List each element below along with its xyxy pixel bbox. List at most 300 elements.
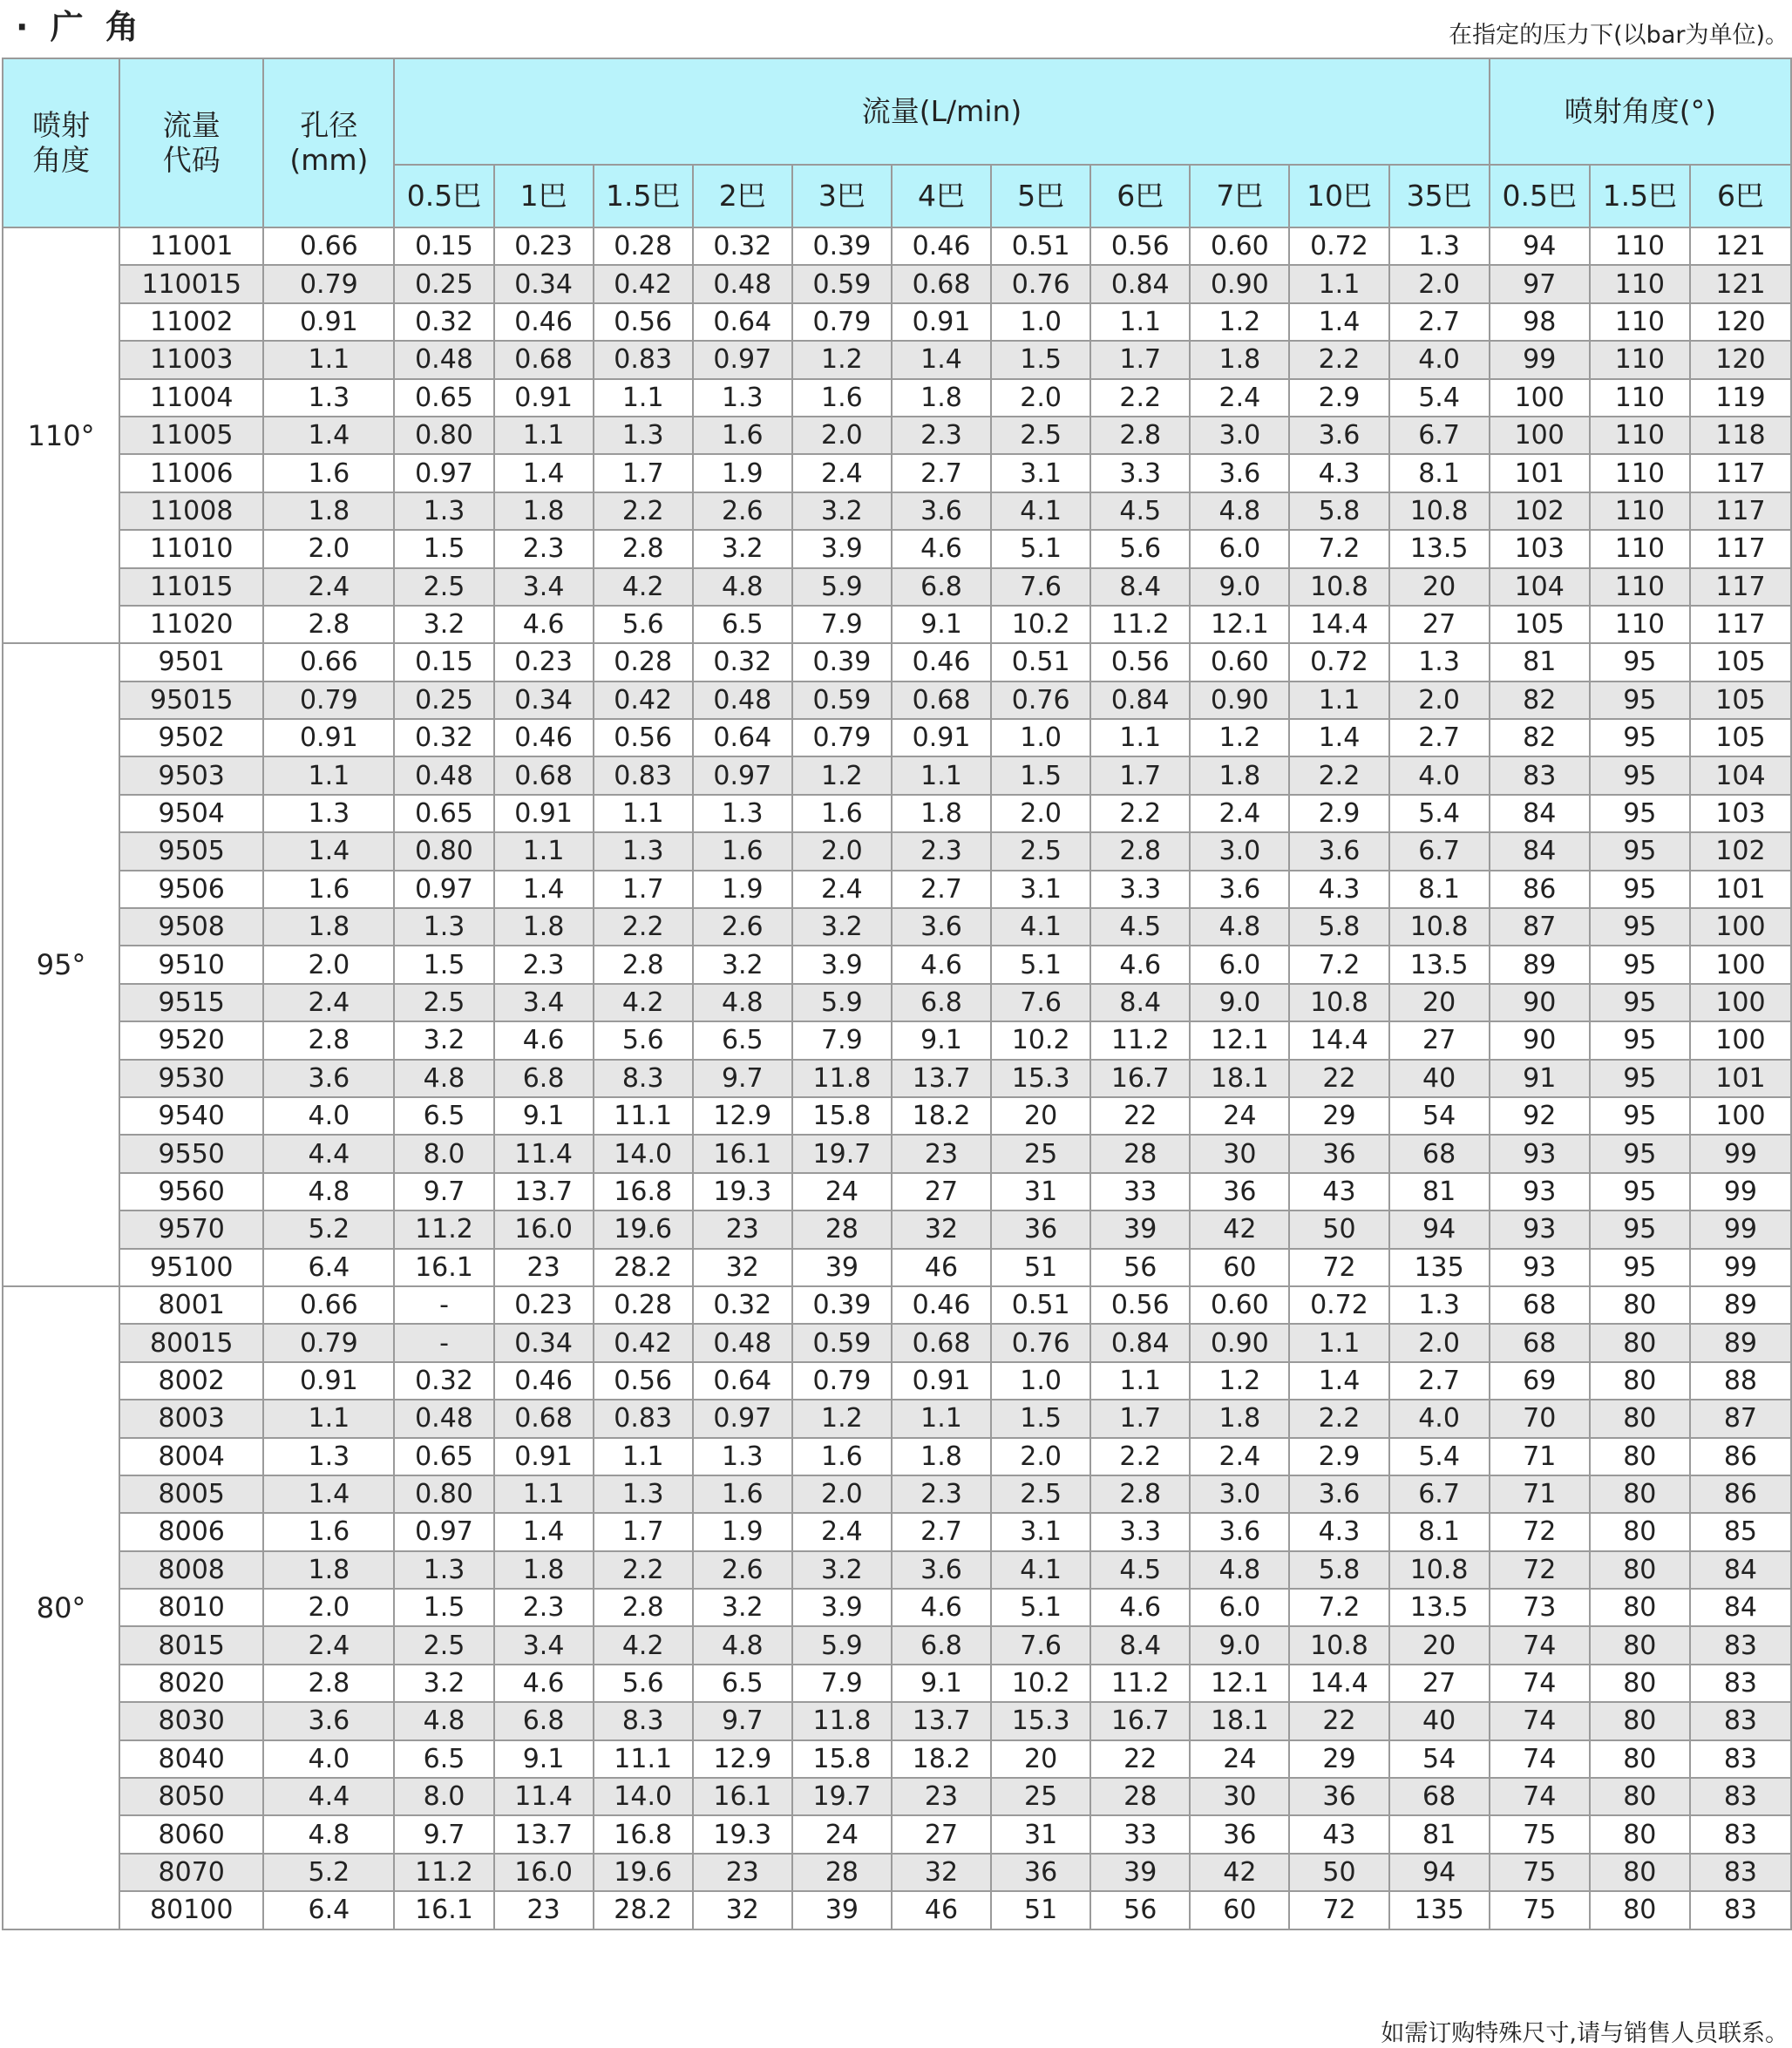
spray-angle-cell: 118 xyxy=(1690,417,1791,454)
orifice-cell: 4.8 xyxy=(263,1173,394,1210)
spray-angle-cell: 101 xyxy=(1690,1060,1791,1097)
flow-code-cell: 8002 xyxy=(119,1362,263,1400)
flow-rate-cell: 51 xyxy=(991,1249,1090,1286)
spray-angle-cell: 83 xyxy=(1490,756,1590,794)
flow-rate-cell: 7.9 xyxy=(792,1021,892,1059)
spray-angle-cell: 80 xyxy=(1590,1513,1690,1550)
table-row xyxy=(3,1626,1791,1664)
flow-rate-cell: 1.7 xyxy=(594,454,693,492)
table-row xyxy=(3,756,1791,794)
flow-rate-cell: 7.6 xyxy=(991,984,1090,1021)
flow-rate-cell: 31 xyxy=(991,1173,1090,1210)
flow-rate-cell: 0.48 xyxy=(693,1324,792,1361)
orifice-cell: 5.2 xyxy=(263,1854,394,1891)
spray-angle-cell: 120 xyxy=(1690,303,1791,341)
flow-rate-cell: 4.5 xyxy=(1090,492,1190,530)
flow-rate-cell: 0.79 xyxy=(792,303,892,341)
spray-angle-cell: 100 xyxy=(1690,946,1791,983)
orifice-cell: 1.8 xyxy=(263,908,394,946)
spray-angle-cell: 83 xyxy=(1690,1626,1791,1664)
flow-rate-cell: 3.3 xyxy=(1090,871,1190,908)
flow-rate-cell: 0.68 xyxy=(892,1324,991,1361)
flow-rate-cell: 135 xyxy=(1389,1891,1490,1929)
flow-rate-cell: 0.60 xyxy=(1190,643,1289,681)
flow-code-cell: 95015 xyxy=(119,682,263,719)
header-flow-pressure: 10巴 xyxy=(1289,165,1388,227)
flow-rate-cell: 0.59 xyxy=(792,682,892,719)
flow-code-cell: 11015 xyxy=(119,568,263,606)
flow-rate-cell: 28 xyxy=(792,1210,892,1248)
flow-rate-cell: 1.3 xyxy=(394,492,493,530)
flow-rate-cell: 4.6 xyxy=(1090,946,1190,983)
flow-code-cell: 95100 xyxy=(119,1249,263,1286)
flow-rate-cell: 3.6 xyxy=(1289,1475,1388,1513)
flow-rate-cell: 56 xyxy=(1090,1249,1190,1286)
flow-rate-cell: 6.8 xyxy=(892,984,991,1021)
orifice-cell: 0.66 xyxy=(263,643,394,681)
flow-rate-cell: 5.1 xyxy=(991,530,1090,567)
flow-code-cell: 9502 xyxy=(119,719,263,756)
spray-angle-cell: 90 xyxy=(1490,984,1590,1021)
flow-rate-cell: 3.6 xyxy=(1190,1513,1289,1550)
table-row xyxy=(3,908,1791,946)
flow-rate-cell: 8.3 xyxy=(594,1060,693,1097)
spray-angle-cell: 94 xyxy=(1490,227,1590,265)
flow-rate-cell: 0.56 xyxy=(1090,1286,1190,1324)
flow-rate-cell: 19.3 xyxy=(693,1173,792,1210)
spray-angle-cell: 93 xyxy=(1490,1173,1590,1210)
table-row xyxy=(3,1362,1791,1400)
flow-code-cell: 9530 xyxy=(119,1060,263,1097)
table-row xyxy=(3,265,1791,302)
flow-rate-cell: 14.4 xyxy=(1289,1665,1388,1702)
flow-rate-cell: 2.8 xyxy=(1090,832,1190,870)
flow-rate-cell: 27 xyxy=(1389,606,1490,643)
flow-rate-cell: 4.1 xyxy=(991,492,1090,530)
table-row xyxy=(3,454,1791,492)
flow-code-cell: 8015 xyxy=(119,1626,263,1664)
flow-rate-cell: 1.1 xyxy=(1289,1324,1388,1361)
flow-code-cell: 9515 xyxy=(119,984,263,1021)
flow-rate-cell: 0.91 xyxy=(892,1362,991,1400)
spray-angle-cell: 82 xyxy=(1490,682,1590,719)
spray-angle-cell: 86 xyxy=(1690,1475,1791,1513)
flow-rate-cell: 0.28 xyxy=(594,227,693,265)
spray-angle-cell: 95 xyxy=(1590,1173,1690,1210)
spray-angle-cell: 100 xyxy=(1490,379,1590,417)
flow-rate-cell: 5.4 xyxy=(1389,1438,1490,1475)
flow-rate-cell: 0.32 xyxy=(394,719,493,756)
flow-rate-cell: 4.2 xyxy=(594,1626,693,1664)
spray-angle-cell: 98 xyxy=(1490,303,1590,341)
flow-rate-cell: 1.7 xyxy=(1090,341,1190,378)
flow-rate-cell: 6.5 xyxy=(394,1740,493,1778)
orifice-cell: 5.2 xyxy=(263,1210,394,1248)
flow-rate-cell: 51 xyxy=(991,1891,1090,1929)
header-angle-pressure: 0.5巴 xyxy=(1490,165,1590,227)
flow-rate-cell: 2.3 xyxy=(494,946,594,983)
flow-code-cell: 9503 xyxy=(119,756,263,794)
flow-rate-cell: 0.15 xyxy=(394,643,493,681)
flow-rate-cell: 1.3 xyxy=(1389,227,1490,265)
spray-angle-cell: 110 xyxy=(1590,417,1690,454)
flow-rate-cell: 1.6 xyxy=(693,417,792,454)
flow-rate-cell: 1.5 xyxy=(991,756,1090,794)
flow-rate-cell: 81 xyxy=(1389,1173,1490,1210)
flow-rate-cell: 0.39 xyxy=(792,643,892,681)
flow-rate-cell: 28 xyxy=(1090,1778,1190,1815)
flow-rate-cell: 0.32 xyxy=(693,643,792,681)
flow-rate-cell: 0.48 xyxy=(394,756,493,794)
flow-rate-cell: 4.8 xyxy=(1190,1551,1289,1589)
spray-angle-cell: 80 xyxy=(1590,1438,1690,1475)
header-flow-pressure: 2巴 xyxy=(693,165,792,227)
spray-angle-cell: 81 xyxy=(1490,643,1590,681)
spray-angle-cell: 95 xyxy=(1590,1135,1690,1172)
flow-rate-cell: 1.3 xyxy=(693,1438,792,1475)
spray-angle-cell: 86 xyxy=(1690,1438,1791,1475)
spray-angle-group-cell: 80° xyxy=(3,1286,119,1929)
flow-rate-cell: 0.72 xyxy=(1289,643,1388,681)
flow-rate-cell: 15.3 xyxy=(991,1702,1090,1739)
flow-code-cell: 8070 xyxy=(119,1854,263,1891)
flow-rate-cell: 72 xyxy=(1289,1249,1388,1286)
flow-rate-cell: 2.2 xyxy=(594,492,693,530)
flow-rate-cell: 23 xyxy=(892,1135,991,1172)
spray-angle-cell: 72 xyxy=(1490,1551,1590,1589)
flow-rate-cell: 27 xyxy=(1389,1665,1490,1702)
flow-rate-cell: 3.3 xyxy=(1090,1513,1190,1550)
flow-rate-cell: 2.5 xyxy=(394,984,493,1021)
flow-rate-cell: 5.8 xyxy=(1289,492,1388,530)
flow-rate-cell: 0.59 xyxy=(792,1324,892,1361)
table-row xyxy=(3,1097,1791,1135)
header-flow-code-text: 流量 代码 xyxy=(162,108,221,177)
flow-rate-cell: 0.34 xyxy=(494,1324,594,1361)
flow-code-cell: 11001 xyxy=(119,227,263,265)
flow-rate-cell: 94 xyxy=(1389,1854,1490,1891)
flow-rate-cell: 2.7 xyxy=(1389,1362,1490,1400)
flow-rate-cell: 20 xyxy=(1389,1626,1490,1664)
flow-rate-cell: 3.1 xyxy=(991,871,1090,908)
orifice-cell: 2.8 xyxy=(263,1021,394,1059)
flow-rate-cell: 0.28 xyxy=(594,643,693,681)
flow-rate-cell: 40 xyxy=(1389,1060,1490,1097)
flow-rate-cell: 39 xyxy=(792,1891,892,1929)
flow-rate-cell: 1.8 xyxy=(892,1438,991,1475)
flow-rate-cell: 0.46 xyxy=(494,719,594,756)
flow-code-cell: 9508 xyxy=(119,908,263,946)
flow-rate-cell: 8.3 xyxy=(594,1702,693,1739)
table-header xyxy=(3,58,1791,227)
spray-angle-cell: 84 xyxy=(1490,795,1590,832)
spray-angle-cell: 80 xyxy=(1590,1286,1690,1324)
flow-rate-cell: 32 xyxy=(892,1854,991,1891)
flow-rate-cell: 2.3 xyxy=(494,1589,594,1626)
flow-rate-cell: 94 xyxy=(1389,1210,1490,1248)
flow-rate-cell: 0.65 xyxy=(394,1438,493,1475)
spray-angle-cell: 110 xyxy=(1590,265,1690,302)
flow-rate-cell: 32 xyxy=(693,1249,792,1286)
flow-rate-cell: 4.3 xyxy=(1289,454,1388,492)
flow-rate-cell: 8.4 xyxy=(1090,984,1190,1021)
orifice-cell: 1.4 xyxy=(263,832,394,870)
flow-rate-cell: 3.2 xyxy=(693,1589,792,1626)
spray-angle-cell: 93 xyxy=(1490,1249,1590,1286)
flow-rate-cell: 0.97 xyxy=(394,454,493,492)
flow-rate-cell: 6.7 xyxy=(1389,417,1490,454)
flow-rate-cell: 0.32 xyxy=(394,303,493,341)
flow-rate-cell: 4.6 xyxy=(1090,1589,1190,1626)
flow-rate-cell: 22 xyxy=(1289,1060,1388,1097)
flow-rate-cell: 2.9 xyxy=(1289,1438,1388,1475)
flow-rate-cell: 4.0 xyxy=(1389,1400,1490,1437)
spray-angle-cell: 80 xyxy=(1590,1778,1690,1815)
flow-rate-cell: 2.7 xyxy=(892,871,991,908)
flow-rate-cell: 0.76 xyxy=(991,1324,1090,1361)
flow-rate-cell: 1.4 xyxy=(1289,719,1388,756)
flow-rate-cell: 12.1 xyxy=(1190,1665,1289,1702)
flow-rate-cell: 10.8 xyxy=(1389,492,1490,530)
flow-rate-cell: 0.28 xyxy=(594,1286,693,1324)
flow-rate-cell: 6.0 xyxy=(1190,530,1289,567)
spray-angle-cell: 80 xyxy=(1590,1400,1690,1437)
table-row xyxy=(3,795,1791,832)
flow-rate-cell: 0.56 xyxy=(594,303,693,341)
orifice-cell: 2.8 xyxy=(263,1665,394,1702)
flow-rate-cell: 0.23 xyxy=(494,227,594,265)
flow-rate-cell: 5.8 xyxy=(1289,908,1388,946)
header-flow-pressure: 5巴 xyxy=(991,165,1090,227)
flow-rate-cell: 0.46 xyxy=(494,1362,594,1400)
flow-rate-cell: 23 xyxy=(494,1249,594,1286)
orifice-cell: 1.6 xyxy=(263,1513,394,1550)
flow-rate-cell: 36 xyxy=(991,1210,1090,1248)
flow-rate-cell: 30 xyxy=(1190,1135,1289,1172)
flow-rate-cell: 7.2 xyxy=(1289,1589,1388,1626)
flow-rate-cell: 4.2 xyxy=(594,568,693,606)
flow-rate-cell: 5.6 xyxy=(594,606,693,643)
flow-rate-cell: 10.8 xyxy=(1389,908,1490,946)
header-orifice-text: 孔径 (mm) xyxy=(289,108,369,177)
flow-rate-cell: 2.7 xyxy=(892,1513,991,1550)
flow-rate-cell: 0.32 xyxy=(693,1286,792,1324)
flow-rate-cell: 5.6 xyxy=(594,1021,693,1059)
flow-rate-cell: 4.6 xyxy=(494,1021,594,1059)
spray-angle-cell: 104 xyxy=(1490,568,1590,606)
spray-angle-cell: 95 xyxy=(1590,946,1690,983)
flow-rate-cell: 0.64 xyxy=(693,303,792,341)
flow-rate-cell: 0.72 xyxy=(1289,1286,1388,1324)
flow-rate-cell: 0.25 xyxy=(394,265,493,302)
orifice-cell: 1.8 xyxy=(263,492,394,530)
spray-angle-cell: 110 xyxy=(1590,227,1690,265)
flow-rate-cell: 2.0 xyxy=(991,379,1090,417)
flow-rate-cell: 11.2 xyxy=(1090,606,1190,643)
flow-rate-cell: 8.0 xyxy=(394,1778,493,1815)
spray-angle-cell: 74 xyxy=(1490,1778,1590,1815)
table-row xyxy=(3,682,1791,719)
spray-angle-cell: 110 xyxy=(1590,303,1690,341)
spray-angle-cell: 89 xyxy=(1490,946,1590,983)
flow-rate-cell: 8.1 xyxy=(1389,1513,1490,1550)
flow-code-cell: 8005 xyxy=(119,1475,263,1513)
flow-rate-cell: 2.3 xyxy=(892,1475,991,1513)
flow-rate-cell: 31 xyxy=(991,1815,1090,1853)
flow-rate-cell: 0.68 xyxy=(494,1400,594,1437)
flow-rate-cell: 54 xyxy=(1389,1740,1490,1778)
flow-rate-cell: 0.46 xyxy=(892,643,991,681)
flow-rate-cell: 1.7 xyxy=(1090,756,1190,794)
flow-rate-cell: 18.2 xyxy=(892,1740,991,1778)
table-row xyxy=(3,719,1791,756)
flow-rate-cell: 1.3 xyxy=(1389,1286,1490,1324)
spray-angle-cell: 75 xyxy=(1490,1854,1590,1891)
flow-rate-cell: 5.6 xyxy=(1090,530,1190,567)
flow-rate-cell: 2.4 xyxy=(792,871,892,908)
flow-rate-cell: 2.2 xyxy=(594,1551,693,1589)
spray-angle-cell: 99 xyxy=(1490,341,1590,378)
spray-angle-cell: 83 xyxy=(1690,1815,1791,1853)
header-orifice xyxy=(263,58,394,227)
spray-angle-cell: 103 xyxy=(1490,530,1590,567)
flow-rate-cell: 6.8 xyxy=(892,568,991,606)
flow-rate-cell: 6.8 xyxy=(494,1060,594,1097)
spray-angle-cell: 100 xyxy=(1690,1097,1791,1135)
flow-rate-cell: 11.4 xyxy=(494,1778,594,1815)
spray-angle-cell: 117 xyxy=(1690,454,1791,492)
flow-rate-cell: 0.56 xyxy=(594,1362,693,1400)
spray-angle-cell: 105 xyxy=(1690,643,1791,681)
flow-rate-cell: 1.8 xyxy=(1190,341,1289,378)
flow-rate-cell: 1.5 xyxy=(991,341,1090,378)
spray-angle-cell: 74 xyxy=(1490,1665,1590,1702)
flow-code-cell: 8001 xyxy=(119,1286,263,1324)
spray-angle-cell: 95 xyxy=(1590,1060,1690,1097)
flow-rate-cell: 50 xyxy=(1289,1854,1388,1891)
header-angle-pressure: 1.5巴 xyxy=(1590,165,1690,227)
spray-angle-cell: 85 xyxy=(1690,1513,1791,1550)
flow-rate-cell: 16.1 xyxy=(693,1778,792,1815)
flow-rate-cell: 28.2 xyxy=(594,1891,693,1929)
flow-rate-cell: 0.76 xyxy=(991,682,1090,719)
flow-rate-cell: 0.84 xyxy=(1090,1324,1190,1361)
flow-rate-cell: 36 xyxy=(1289,1135,1388,1172)
flow-rate-cell: 0.56 xyxy=(1090,227,1190,265)
table-row xyxy=(3,1891,1791,1929)
orifice-cell: 6.4 xyxy=(263,1249,394,1286)
flow-rate-cell: 4.6 xyxy=(892,530,991,567)
flow-rate-cell: 16.1 xyxy=(693,1135,792,1172)
flow-rate-cell: 6.8 xyxy=(892,1626,991,1664)
table-row xyxy=(3,1589,1791,1626)
flow-rate-cell: 2.7 xyxy=(1389,719,1490,756)
flow-rate-cell: 43 xyxy=(1289,1815,1388,1853)
flow-rate-cell: 2.4 xyxy=(1190,1438,1289,1475)
flow-rate-cell: 8.0 xyxy=(394,1135,493,1172)
flow-rate-cell: 0.97 xyxy=(394,1513,493,1550)
flow-rate-cell: 68 xyxy=(1389,1135,1490,1172)
flow-rate-cell: 36 xyxy=(991,1854,1090,1891)
spray-angle-cell: 100 xyxy=(1690,984,1791,1021)
spray-angle-cell: 80 xyxy=(1590,1589,1690,1626)
table-body xyxy=(3,227,1791,1929)
spray-angle-cell: 105 xyxy=(1490,606,1590,643)
table-row xyxy=(3,1815,1791,1853)
flow-rate-cell: 3.2 xyxy=(693,530,792,567)
spray-angle-cell: 83 xyxy=(1690,1778,1791,1815)
table-row xyxy=(3,1475,1791,1513)
flow-rate-cell: 2.5 xyxy=(991,1475,1090,1513)
header-spray-angle-text: 喷射 角度 xyxy=(32,108,91,177)
flow-rate-cell: 6.0 xyxy=(1190,946,1289,983)
header-flow-code xyxy=(119,58,263,227)
flow-rate-cell: 4.8 xyxy=(1190,908,1289,946)
spray-angle-cell: 95 xyxy=(1590,719,1690,756)
flow-rate-cell: 4.8 xyxy=(693,984,792,1021)
flow-rate-cell: 1.2 xyxy=(1190,719,1289,756)
flow-rate-cell: 10.2 xyxy=(991,1021,1090,1059)
spray-angle-cell: 80 xyxy=(1590,1665,1690,1702)
flow-rate-cell: 1.9 xyxy=(693,1513,792,1550)
spray-angle-cell: 110 xyxy=(1590,568,1690,606)
flow-rate-cell: 2.6 xyxy=(693,492,792,530)
flow-rate-cell: 0.51 xyxy=(991,1286,1090,1324)
spray-angle-cell: 68 xyxy=(1490,1324,1590,1361)
spray-angle-cell: 110 xyxy=(1590,606,1690,643)
spray-angle-cell: 95 xyxy=(1590,795,1690,832)
flow-rate-cell: 6.5 xyxy=(394,1097,493,1135)
orifice-cell: 1.1 xyxy=(263,1400,394,1437)
flow-code-cell: 11020 xyxy=(119,606,263,643)
flow-rate-cell: - xyxy=(394,1286,493,1324)
flow-rate-cell: 1.1 xyxy=(594,1438,693,1475)
table-row xyxy=(3,1021,1791,1059)
flow-rate-cell: 1.8 xyxy=(892,795,991,832)
flow-rate-cell: 0.64 xyxy=(693,1362,792,1400)
flow-rate-cell: 5.9 xyxy=(792,1626,892,1664)
flow-rate-cell: 0.80 xyxy=(394,832,493,870)
flow-rate-cell: 2.0 xyxy=(1389,682,1490,719)
flow-rate-cell: 4.5 xyxy=(1090,1551,1190,1589)
flow-rate-cell: 3.0 xyxy=(1190,1475,1289,1513)
flow-rate-cell: 1.8 xyxy=(494,492,594,530)
orifice-cell: 6.4 xyxy=(263,1891,394,1929)
orifice-cell: 0.66 xyxy=(263,227,394,265)
orifice-cell: 2.4 xyxy=(263,984,394,1021)
flow-rate-cell: 13.7 xyxy=(494,1173,594,1210)
spray-angle-cell: 95 xyxy=(1590,1210,1690,1248)
flow-rate-cell: 32 xyxy=(892,1210,991,1248)
flow-rate-cell: 12.9 xyxy=(693,1740,792,1778)
spray-angle-cell: 71 xyxy=(1490,1438,1590,1475)
flow-rate-cell: 2.6 xyxy=(693,908,792,946)
flow-rate-cell: 1.0 xyxy=(991,1362,1090,1400)
flow-rate-cell: 2.8 xyxy=(1090,1475,1190,1513)
spray-angle-cell: 89 xyxy=(1690,1324,1791,1361)
spray-angle-cell: 97 xyxy=(1490,265,1590,302)
orifice-cell: 0.66 xyxy=(263,1286,394,1324)
orifice-cell: 0.91 xyxy=(263,303,394,341)
flow-rate-cell: 2.9 xyxy=(1289,795,1388,832)
flow-rate-cell: 7.9 xyxy=(792,606,892,643)
flow-rate-cell: 13.7 xyxy=(494,1815,594,1853)
table-row xyxy=(3,1135,1791,1172)
flow-rate-cell: 10.8 xyxy=(1389,1551,1490,1589)
flow-rate-cell: 32 xyxy=(693,1891,792,1929)
flow-rate-cell: 1.6 xyxy=(792,795,892,832)
orifice-cell: 1.3 xyxy=(263,379,394,417)
